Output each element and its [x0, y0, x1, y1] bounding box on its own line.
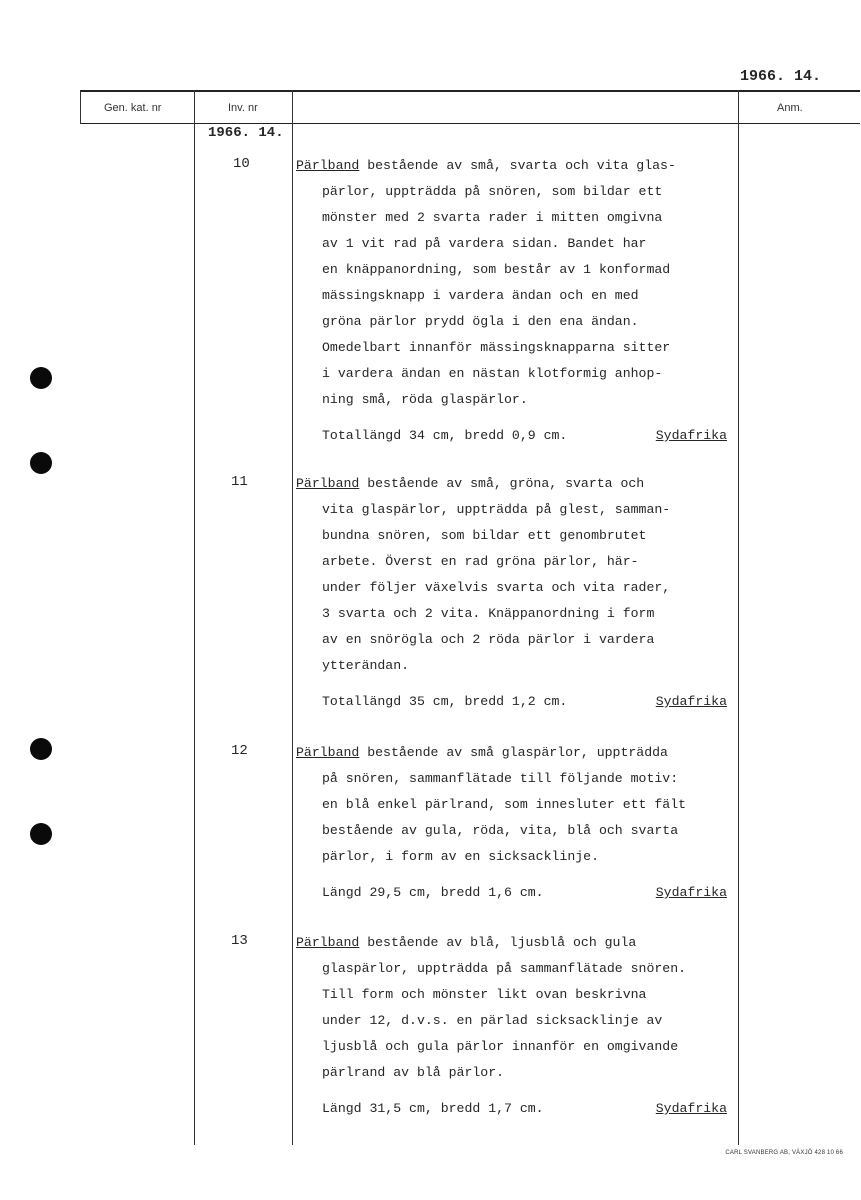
column-line-inv-text — [292, 90, 293, 1145]
entry-line: en knäppanordning, som består av 1 konformad — [322, 262, 671, 277]
entry-origin: Sydafrika — [655, 885, 727, 900]
entry-line: under 12, d.v.s. en pärlad sicksacklinje av — [322, 1013, 663, 1028]
column-line-left — [80, 90, 81, 124]
entry-line: ljusblå och gula pärlor innanför en omgivande — [322, 1039, 679, 1054]
entry-origin: Sydafrika — [655, 1101, 727, 1116]
entry-line: gröna pärlor prydd ögla i den ena ändan. — [322, 314, 639, 329]
entry-first-word: Pärlband — [296, 476, 360, 491]
entry-origin: Sydafrika — [655, 428, 727, 443]
entry-line: i vardera ändan en nästan klotformig anhop- — [322, 366, 663, 381]
entry-line: vita glaspärlor, uppträdda på glest, samman- — [322, 502, 671, 517]
entry-line: pärlor, i form av en sicksacklinje. — [322, 849, 599, 864]
entry-number: 13 — [231, 933, 248, 949]
entry-measure-row — [296, 880, 747, 906]
entry-line: pärlrand av blå pärlor. — [322, 1065, 505, 1080]
entry-number: 12 — [231, 743, 248, 759]
entry-first-word: Pärlband — [296, 745, 360, 760]
header-anm: Anm. — [777, 102, 803, 114]
entry-line: bestående av små glaspärlor, uppträdda — [367, 745, 668, 760]
entry-line: bundna snören, som bildar ett genombrutet — [322, 528, 647, 543]
column-line-gen-inv — [194, 90, 195, 1145]
entry-line: mässingsknapp i vardera ändan och en med — [322, 288, 639, 303]
entry-measure-row — [296, 423, 747, 449]
entry-line: bestående av små, gröna, svarta och — [367, 476, 645, 491]
entry-origin: Sydafrika — [655, 694, 727, 709]
entry-first-word: Pärlband — [296, 158, 360, 173]
entry-line: av 1 vit rad på vardera sidan. Bandet har — [322, 236, 647, 251]
entry-line: ning små, röda glaspärlor. — [322, 392, 528, 407]
entry-measure: Totallängd 34 cm, bredd 0,9 cm. — [322, 428, 568, 443]
entry-line: Till form och mönster likt ovan beskrivna — [322, 987, 647, 1002]
entry-line: Omedelbart innanför mässingsknapparna sitter — [322, 340, 671, 355]
entry-measure-row — [296, 1096, 747, 1122]
printer-mark: CARL SVANBERG AB, VÄXJÖ 428 10 66 — [725, 1150, 843, 1156]
entry-line: av en snörögla och 2 röda pärlor i vardera — [322, 632, 655, 647]
entry-number: 10 — [233, 156, 250, 172]
entry-line: bestående av små, svarta och vita glas- — [367, 158, 676, 173]
entry-line: 3 svarta och 2 vita. Knäppanordning i form — [322, 606, 655, 621]
entry-measure: Längd 29,5 cm, bredd 1,6 cm. — [322, 885, 544, 900]
punch-hole-1 — [30, 367, 52, 389]
header-bottom-rule — [80, 123, 860, 124]
entry-measure: Längd 31,5 cm, bredd 1,7 cm. — [322, 1101, 544, 1116]
entry-line: under följer växelvis svarta och vita rader, — [322, 580, 671, 595]
corner-reference: 1966. 14. — [739, 68, 821, 85]
entry-line: arbete. Överst en rad gröna pärlor, här- — [322, 554, 639, 569]
entry-first-word: Pärlband — [296, 935, 360, 950]
header-gen-kat-nr: Gen. kat. nr — [104, 102, 162, 114]
entry-line: glaspärlor, uppträdda på sammanflätade snören. — [322, 961, 687, 976]
entry-10 — [296, 153, 741, 449]
entry-measure-row — [296, 689, 747, 715]
header-inv-nr: Inv. nr — [228, 102, 258, 114]
entry-line: på snören, sammanflätade till följande motiv: — [322, 771, 679, 786]
entry-line: en blå enkel pärlrand, som innesluter ett fält — [322, 797, 687, 812]
entry-13 — [296, 930, 741, 1122]
entry-line: bestående av gula, röda, vita, blå och svarta — [322, 823, 679, 838]
entry-12 — [296, 740, 741, 906]
entry-line: pärlor, uppträdda på snören, som bildar ett — [322, 184, 663, 199]
punch-hole-3 — [30, 738, 52, 760]
header-top-rule — [80, 90, 860, 92]
inventory-year: 1966. 14. — [208, 125, 284, 141]
punch-hole-4 — [30, 823, 52, 845]
entry-measure: Totallängd 35 cm, bredd 1,2 cm. — [322, 694, 568, 709]
entry-line: bestående av blå, ljusblå och gula — [367, 935, 637, 950]
punch-hole-2 — [30, 452, 52, 474]
entry-11 — [296, 471, 741, 715]
entry-number: 11 — [231, 474, 248, 490]
entry-line: mönster med 2 svarta rader i mitten omgivna — [322, 210, 663, 225]
entry-line: ytterändan. — [322, 658, 410, 673]
